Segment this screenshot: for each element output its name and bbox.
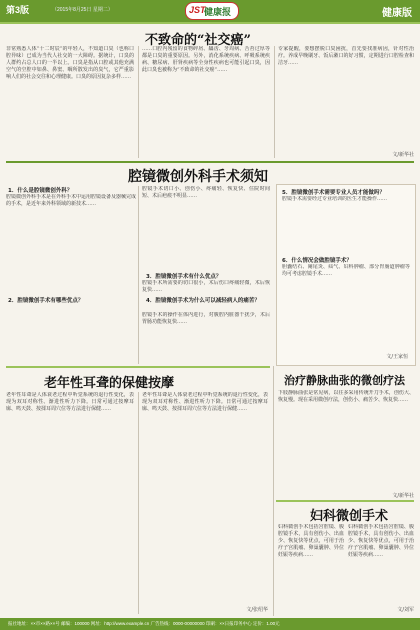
article3-byline: 文/张绍华 (246, 607, 268, 613)
page-footer (0, 618, 420, 630)
masthead (0, 0, 420, 22)
newspaper-logo (185, 2, 239, 20)
article2-q5-text: 腔镜手术需要经过专业培训的医生才能操作…… (282, 196, 388, 202)
article2-q4: 4．腔镜微创手术为什么可以减轻病人的痛苦？ (146, 298, 260, 304)
article4-text: 下肢静脉曲张是常见病，以往多采用传统开刀手术，创伤大、恢复慢。现在采用微创疗法，创伤小、痛苦少、恢复快…… (278, 390, 414, 403)
article1-col1: 非常熟悉人体“十二时辰”的年轻人，不知道口臭（也称口腔异味）已成为当代人社交的一大障碍。据统计，口臭的人群约占总人口的一半以上。口臭是指从口腔或其他充满空气的空腔中如鼻、鼻窦、咽所散发出的臭气，它严重影响人们的社会交往和心理健康。口臭的原因复杂多样…… (6, 46, 134, 80)
article2-q1-text: 腔镜微创外科手术是在外科手术中运用腔镜设备及器械完成的手术，是近年来外科领域的新技术…… (6, 194, 136, 207)
logo-text: 健康报 (204, 8, 232, 18)
article2-q5: 5．腔镜微创手术需要专业人员才能做吗？ (282, 190, 385, 196)
article2-q2-text-cont: 腔镜手术切口小、创伤小、疼痛轻、恢复快、住院时间短、术后疤痕不明显…… (142, 186, 270, 199)
article5-byline: 文/刘军 (397, 607, 414, 613)
column-divider (138, 392, 139, 614)
article2-q3-text: 腔镜手术所需要的切口很小，术后伤口疼痛轻微，术后恢复快…… (142, 280, 270, 293)
article4-title: 治疗静脉曲张的微创疗法 (284, 374, 405, 387)
article2-q1: 1．什么是腔镜微创外科？ (8, 188, 73, 194)
article5-col1: 妇科微创手术包括宫腔镜、腹腔镜手术，具有创伤小、出血少、恢复快等优点，可用于治疗子宫肌瘤、卵巢囊肿、异位妊娠等疾病…… (278, 524, 344, 558)
article3-col1: 老年性耳聋是人体衰老过程中听觉系统的退行性变化，表现为双耳对称性、渐进性听力下降。日常可通过按摩耳廓、鸣天鼓、按揉耳周穴位等方法进行保健…… (6, 392, 134, 412)
column-divider (273, 366, 274, 616)
section-divider (276, 500, 414, 502)
article1-col3: 专家提醒，要想摆脱口臭困扰，首先要找准病因，针对性治疗。养成早晚刷牙、饭后漱口的好习惯，定期进行口腔检查和洁牙…… (278, 46, 414, 66)
article2-q4-text: 腔镜手术的操作在体内进行，对腹腔内脏器干扰少，术后胃肠功能恢复快…… (142, 312, 270, 325)
logo-mark: JST (189, 5, 206, 15)
article5-title: 妇科微创手术 (310, 509, 389, 524)
article3-title: 老年性耳聋的保健按摩 (44, 376, 175, 391)
issue-date: （2015年8月25日 星期二） (52, 7, 113, 13)
article2-q2: 2．腔镜微创手术有哪些优点？ (8, 298, 84, 304)
article2-q6: 6．什么情况会做腔镜手术？ (282, 258, 352, 264)
column-divider (138, 46, 139, 158)
article5-col2: 妇科微创手术包括宫腔镜、腹腔镜手术，具有创伤小、出血少、恢复快等优点，可用于治疗子宫肌瘤、卵巢囊肿、异位妊娠等疾病…… (348, 524, 414, 558)
section-title: 健康版 (382, 8, 412, 19)
article3-col2: 老年性耳聋是人体衰老过程中听觉系统的退行性变化，表现为双耳对称性、渐进性听力下降。日常可通过按摩耳廓、鸣天鼓、按揉耳周穴位等方法进行保健…… (142, 392, 268, 412)
article2-title: 腔镜微创外科手术须知 (128, 169, 268, 185)
column-divider (138, 186, 139, 364)
article1-byline: 文/新华社 (392, 152, 414, 158)
section-divider (6, 366, 270, 368)
header-divider (0, 22, 420, 24)
article2-q6-text: 胆囊结石、阑尾炎、疝气、妇科肿瘤、部分胃肠道肿瘤等均可考虑腔镜手术…… (282, 264, 410, 277)
article4-byline: 文/新华社 (392, 493, 414, 499)
page-number: 第3版 (6, 5, 30, 15)
article2-q3-col2: 3．腔镜微创手术有什么优点？ (146, 274, 222, 280)
section-divider (6, 161, 414, 163)
footer-text: 报社地址：××市××路××号 邮编：100000 网址：http://www.example.cn 广告热线：0000-00000000 印刷：××日报印务中心 定价：1.00元 (8, 621, 280, 626)
article1-col2: ……口腔内残留的食物碎屑、龋齿、牙周病、舌苔过厚等都是口臭的重要原因。另外，消化系统疾病、呼吸系统疾病、糖尿病、肝肾疾病等全身性疾病也可能引起口臭，因此口臭也被称为“不致命的社交癌”…… (142, 46, 270, 73)
article2-byline: 文/王家恒 (386, 354, 408, 360)
column-divider (274, 46, 275, 158)
article1-title: 不致命的“社交癌” (145, 33, 251, 48)
